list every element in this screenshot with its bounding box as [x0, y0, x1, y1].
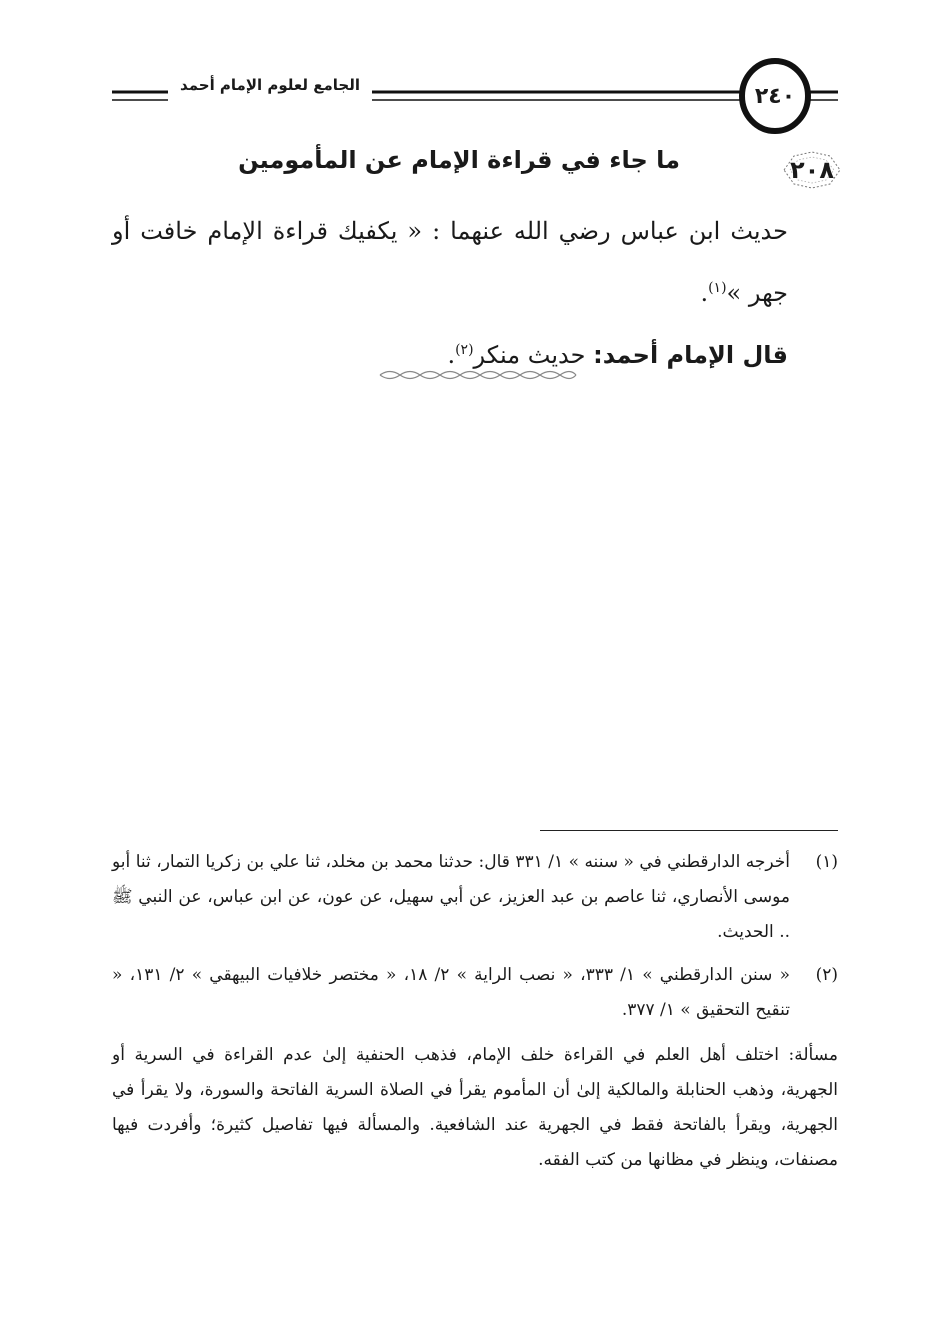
footnote-text: أخرجه الدارقطني في « سننه » ١/ ٣٣١ قال: حدثنا محمد بن مخلد، ثنا علي بن زكريا التمار، ثنا أبو موسى الأنصاري، ثنا عاصم بن عبد العزيز، عن أبي سهيل، عن عون، عن ابن عباس، عن النبي ﷺ .. الحديث.	[112, 852, 790, 942]
footnotes	[112, 845, 838, 1178]
footnote-separator	[540, 830, 838, 831]
footnote-text: « سنن الدارقطني » ١/ ٣٣٣، « نصب الراية » ٢/ ١٨، « مختصر خلافيات البيهقي » ٢/ ١٣١، « تنقيح التحقيق » ١/ ٣٧٧.	[112, 965, 790, 1020]
ruling-label: قال الإمام أحمد:	[593, 341, 788, 369]
section-divider-ornament	[378, 368, 578, 382]
chapter-title: ما جاء في قراءة الإمام عن المأمومين	[238, 146, 680, 174]
running-title: الجامع لعلوم الإمام أحمد	[180, 76, 360, 94]
footnote-item	[112, 845, 838, 950]
hadith-text: حديث ابن عباس رضي الله عنهما : « يكفيك قراءة الإمام خافت أو جهر »	[112, 217, 788, 307]
header-rules	[0, 0, 945, 140]
footnote-item	[112, 958, 838, 1028]
ruling-paragraph: قال الإمام أحمد: حديث منكر$^{(٢)}$.	[447, 341, 788, 369]
footnote-number: (٢)	[815, 965, 838, 985]
hadith-paragraph: حديث ابن عباس رضي الله عنهما : « يكفيك قراءة الإمام خافت أو جهر »$^{(١)}$.	[112, 217, 788, 307]
ruling-text: حديث منكر	[473, 341, 586, 369]
main-text	[112, 200, 838, 386]
chapter-number-badge	[776, 150, 848, 190]
footnote-number: (١)	[815, 852, 838, 872]
chapter-number: ٢٠٨	[790, 156, 834, 184]
page-header	[0, 0, 945, 140]
issue-note: مسألة: اختلف أهل العلم في القراءة خلف الإمام، فذهب الحنفية إلىٰ عدم القراءة في السرية أو الجهرية، وذهب الحنابلة والمالكية إلىٰ أن المأموم يقرأ في الصلاة السرية الفاتحة والسورة، ولا يقرأ في الجهرية، ويقرأ بالفاتحة فقط في الجهرية عند الشافعية. والمسألة فيها تفاصيل كثيرة؛ وأفردت فيها مصنفات، وينظر في مظانها من كتب الفقه.	[112, 1045, 838, 1170]
footnote-ref-2[interactable]: (٢)	[455, 342, 474, 358]
footnote-ref-1[interactable]: (١)	[708, 280, 727, 296]
page-number: ٢٤٠	[754, 83, 796, 109]
